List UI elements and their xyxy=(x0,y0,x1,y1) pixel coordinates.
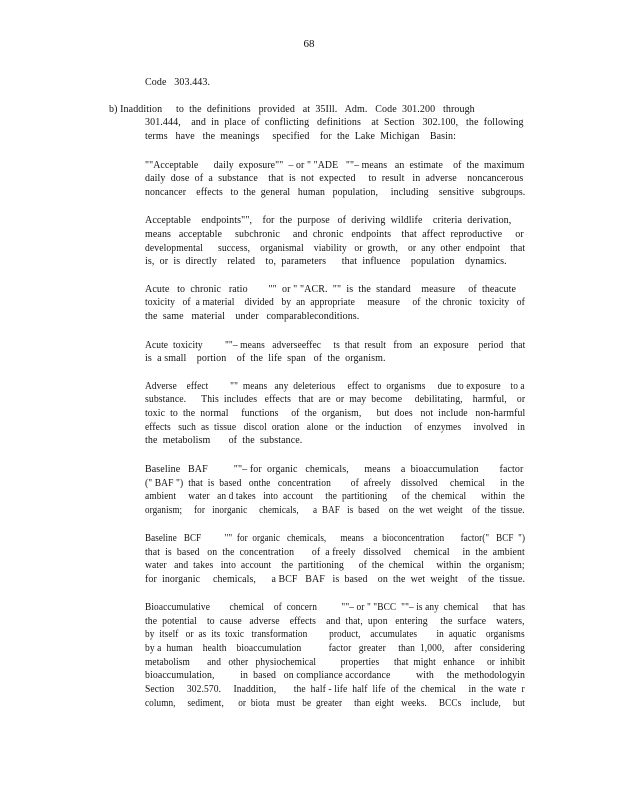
definition-line: organism; for inorganic chemicals, a BAF is based on the wet weight of the tissue. xyxy=(145,505,525,516)
definition-line: Bioaccumulative chemical of concern ""– or " "BCC ""– is any chemical that has xyxy=(145,602,526,613)
subsection-line: 301.444, and in place of conflicting definitions at Section 302.100, the following xyxy=(145,117,524,128)
definition-line: metabolism and other physiochemical properties that might enhance or inhibit xyxy=(145,657,526,668)
definition-line: the metabolism of the substance. xyxy=(145,435,303,446)
definition-line: substance. This includes effects that are or may become debilitating, harmful, or xyxy=(145,394,526,405)
definition-line: the same material under comparableconditions. xyxy=(145,311,360,322)
subsection-label: b) Inaddition xyxy=(109,104,163,115)
definition-line: noncancer effects to the general human population, including sensitive subgroups. xyxy=(145,187,526,198)
definition-line: ambient water an d takes into account the partitioning of the chemical within the xyxy=(145,491,525,502)
definition-line: toxic to the normal functions of the organism, but does not include non-harmful xyxy=(145,408,526,419)
definition-line: Baseline BCF "" for organic chemicals, means a bioconcentration factor(" BCF ") xyxy=(145,533,526,544)
definition-line: Acute toxicity ""– means adverseeffec ts that result from an exposure period that xyxy=(145,340,526,351)
definition-line: developmental success, organismal viability or growth, or any other endpoint that xyxy=(145,243,526,254)
definition-line: is a small portion of the life span of the organism. xyxy=(145,353,386,364)
definition-line: Section 302.570. Inaddition, the half - life half life of the chemical in the wate r xyxy=(145,684,525,695)
definition-line: bioaccumulation, in based on compliance accordance with the methodologyin xyxy=(145,670,526,681)
subsection-line: to the definitions provided at 35Ill. Adm. Code 301.200 through xyxy=(176,104,475,115)
definition-line: the potential to cause adverse effects and that, upon entering the surface waters, xyxy=(145,616,525,627)
definition-line: that is based on the concentration of a freely dissolved chemical in the ambient xyxy=(145,547,525,558)
definition-line: toxicity of a material divided by an appropriate measure of the chronic toxicity of xyxy=(145,297,525,308)
definition-line: Acceptable endpoints"", for the purpose of deriving wildlife criteria derivation, xyxy=(145,215,512,226)
definition-line: is, or is directly related to, parameters that influence population dynamics. xyxy=(145,256,507,267)
definition-line: ""Acceptable daily exposure"" – or " "ADE ""– means an estimate of the maximum xyxy=(145,160,525,171)
definition-line: by itself or as its toxic transformation product, accumulates in aquatic organisms xyxy=(145,629,525,640)
definition-line: (" BAF ") that is based onthe concentration of afreely dissolved chemical in the xyxy=(145,478,525,489)
definition-line: effects such as tissue discol oration alone or the induction of enzymes involved in xyxy=(145,422,525,433)
definition-line: Baseline BAF ""– for organic chemicals, means a bioaccumulation factor xyxy=(145,464,524,475)
subsection-line: terms have the meanings specified for the Lake Michigan Basin: xyxy=(145,131,456,142)
definition-line: daily dose of a substance that is not expected to result in adverse noncancerous xyxy=(145,173,524,184)
definition-line: Acute to chronic ratio "" or " "ACR. "" is the standard measure of theacute xyxy=(145,284,517,295)
definition-line: by a human health bioaccumulation factor greater than 1,000, after considering xyxy=(145,643,526,654)
page-number: 68 xyxy=(303,38,315,50)
definition-line: water and takes into account the partitioning of the chemical within the organism; xyxy=(145,560,525,571)
definition-line: column, sediment, or biota must be greater than eight weeks. BCCs include, but xyxy=(145,698,525,709)
intro-citation: Code 303.443. xyxy=(145,77,211,88)
definition-line: means acceptable subchronic and chronic endpoints that affect reproductive or xyxy=(145,229,524,240)
definition-line: for inorganic chemicals, a BCF BAF is based on the wet weight of the tissue. xyxy=(145,574,526,585)
definition-line: Adverse effect "" means any deleterious effect to organisms due to exposure to a xyxy=(145,381,525,392)
